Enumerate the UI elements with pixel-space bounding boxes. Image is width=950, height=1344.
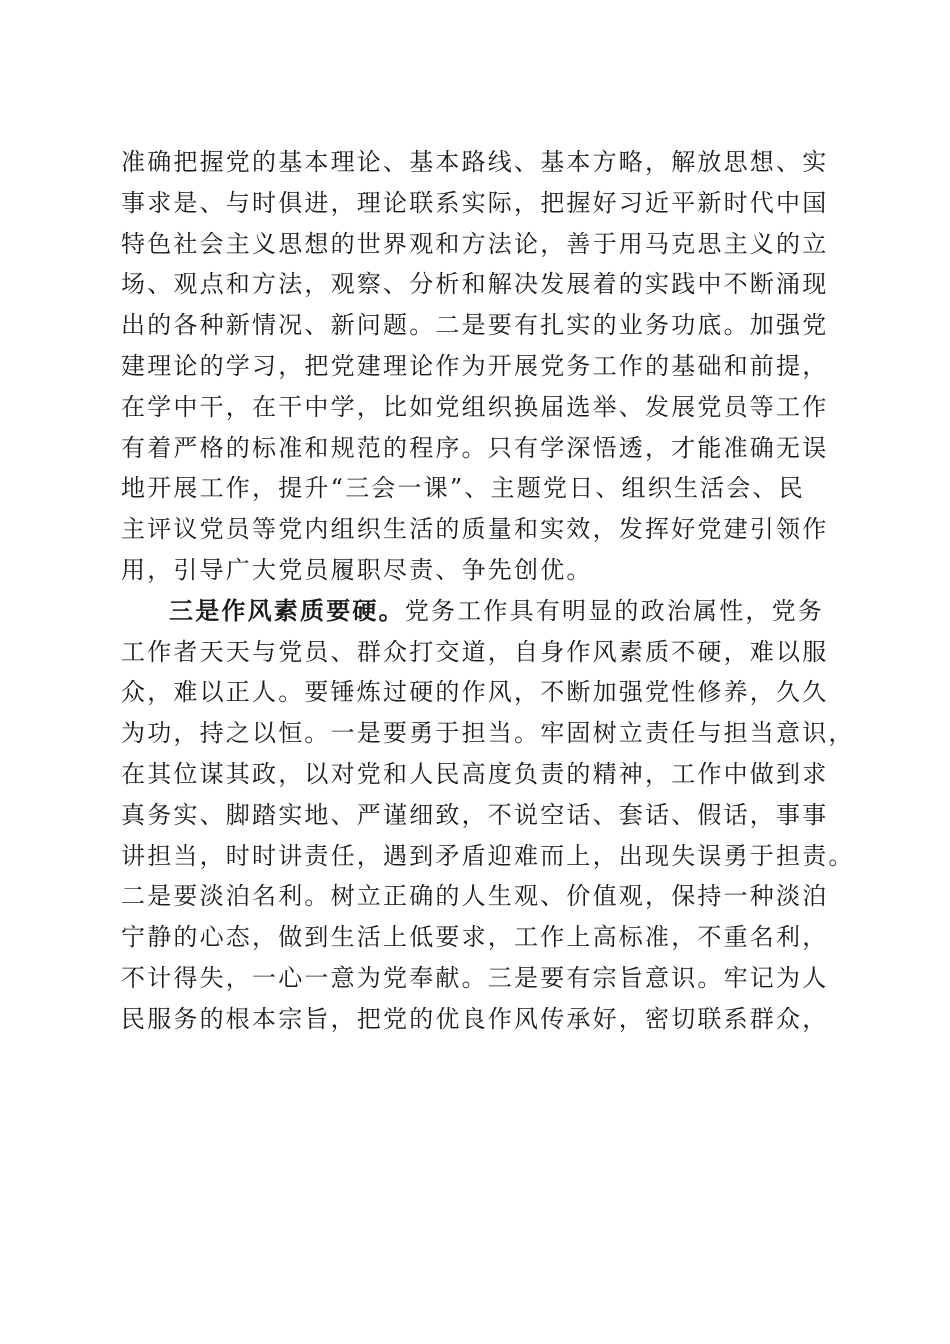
text-line: 主评议党员等党内组织生活的质量和实效，发挥好党建引领作: [121, 515, 829, 544]
text-line: 场、观点和方法，观察、分析和解决发展着的实践中不断涌现: [121, 270, 829, 299]
text-line: 出的各种新情况、新问题。二是要有扎实的业务功底。加强党: [121, 311, 829, 340]
text-line: 建理论的学习，把党建理论作为开展党务工作的基础和前提，: [121, 351, 829, 380]
text-line: 不计得失，一心一意为党奉献。三是要有宗旨意识。牢记为人: [121, 963, 829, 992]
text-line: 宁静的心态，做到生活上低要求，工作上高标准，不重名利，: [121, 923, 829, 952]
text-line: 党务工作具有明显的政治属性，党务: [404, 596, 825, 625]
text-line: 二是要淡泊名利。树立正确的人生观、价值观，保持一种淡泊: [121, 882, 829, 911]
text-line: 讲担当，时时讲责任，遇到矛盾迎难而上，出现失误勇于担责。: [121, 841, 855, 870]
text-line: 工作者天天与党员、群众打交道，自身作风素质不硬，难以服: [121, 637, 829, 666]
text-line: 民服务的根本宗旨，把党的优良作风传承好，密切联系群众，: [121, 1004, 829, 1033]
paragraph-heading-line: [121, 591, 841, 632]
text-line: 用，引导广大党员履职尽责、争先创优。: [121, 555, 593, 584]
text-line: 众，难以正人。要锤炼过硬的作风，不断加强党性修养，久久: [121, 678, 829, 707]
text-line: 有着严格的标准和规范的程序。只有学深悟透，才能准确无误: [121, 433, 829, 462]
text-line: 地开展工作，提升“三会一课”、主题党日、组织生活会、民: [121, 474, 805, 503]
text-line: 在学中干，在干中学，比如党组织换届选举、发展党员等工作: [121, 392, 829, 421]
text-line: 真务实、脚踏实地、严谨细致，不说空话、套话、假话，事事: [121, 800, 829, 829]
text-line: 在其位谋其政，以对党和人民高度负责的精神，工作中做到求: [121, 759, 829, 788]
body-text: [121, 142, 855, 1040]
text-line: 为功，持之以恒。一是要勇于担当。牢固树立责任与担当意识，: [121, 719, 855, 748]
text-line: 特色社会主义思想的世界观和方法论，善于用马克思主义的立: [121, 229, 829, 258]
text-line: 准确把握党的基本理论、基本路线、基本方略，解放思想、实: [121, 148, 829, 176]
paragraph-heading: 三是作风素质要硬。: [169, 595, 405, 625]
text-line: 事求是、与时俱进，理论联系实际，把握好习近平新时代中国: [121, 188, 829, 217]
